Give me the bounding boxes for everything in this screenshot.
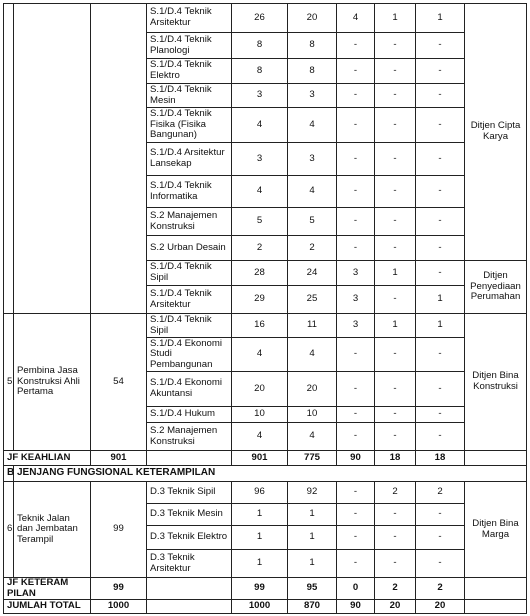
study-program: S.1/D.4 Arsitektur Lansekap xyxy=(147,143,232,176)
muda-value: - xyxy=(375,59,416,84)
tersedia-value: 3 xyxy=(288,143,337,176)
tersedia-value: 4 xyxy=(288,108,337,143)
madya-value: 2 xyxy=(416,578,465,600)
jabatan-total: 99 xyxy=(91,482,147,578)
kebutuhan-value: 99 xyxy=(232,578,288,600)
muda-value: - xyxy=(375,423,416,451)
jabatan-name: Pembina Jasa Konstruksi Ahli Pertama xyxy=(14,314,91,451)
madya-value: - xyxy=(416,407,465,423)
unit-kerja: Ditjen Bina Konstruksi xyxy=(465,314,527,451)
study-program: D.3 Teknik Arsitektur xyxy=(147,550,232,578)
pertama-value: - xyxy=(337,550,375,578)
grand-total-total: 1000 xyxy=(91,600,147,614)
study-program: S.1/D.4 Teknik Mesin xyxy=(147,84,232,108)
subtotal-row xyxy=(4,451,527,466)
kebutuhan-value: 28 xyxy=(232,261,288,286)
madya-value: 1 xyxy=(416,4,465,33)
grand-total-blank xyxy=(465,600,527,614)
pertama-value: 3 xyxy=(337,314,375,338)
tersedia-value: 2 xyxy=(288,236,337,261)
study-program: S.1/D.4 Teknik Elektro xyxy=(147,59,232,84)
subtotal-label: JF KETERAM PILAN xyxy=(4,578,91,600)
madya-value: - xyxy=(416,261,465,286)
formation-table xyxy=(3,3,527,614)
muda-value: 2 xyxy=(375,482,416,504)
tersedia-value: 5 xyxy=(288,208,337,236)
subtotal-total: 901 xyxy=(91,451,147,466)
kebutuhan-value: 10 xyxy=(232,407,288,423)
subtotal-row xyxy=(4,578,527,600)
pertama-value: - xyxy=(337,176,375,208)
pertama-value: - xyxy=(337,338,375,372)
madya-value: - xyxy=(416,504,465,526)
pertama-value: - xyxy=(337,482,375,504)
tersedia-value: 92 xyxy=(288,482,337,504)
kebutuhan-value: 1 xyxy=(232,504,288,526)
tersedia-value: 1 xyxy=(288,526,337,550)
tersedia-value: 20 xyxy=(288,372,337,407)
study-program: S.1/D.4 Hukum xyxy=(147,407,232,423)
tersedia-value: 8 xyxy=(288,59,337,84)
madya-value: - xyxy=(416,108,465,143)
madya-value: - xyxy=(416,143,465,176)
muda-value: - xyxy=(375,550,416,578)
muda-value: - xyxy=(375,504,416,526)
pertama-value: - xyxy=(337,208,375,236)
tersedia-value: 4 xyxy=(288,176,337,208)
unit-kerja: Ditjen Bina Marga xyxy=(465,482,527,578)
kebutuhan-value: 16 xyxy=(232,314,288,338)
kebutuhan-value: 4 xyxy=(232,423,288,451)
table-row xyxy=(4,482,527,504)
study-program: S.1/D.4 Teknik Fisika (Fisika Bangunan) xyxy=(147,108,232,143)
muda-value: - xyxy=(375,236,416,261)
muda-value: 20 xyxy=(375,600,416,614)
madya-value: 1 xyxy=(416,286,465,314)
muda-value: - xyxy=(375,108,416,143)
jabatan-cell xyxy=(14,4,91,314)
subtotal-blank xyxy=(147,451,232,466)
kebutuhan-value: 96 xyxy=(232,482,288,504)
pertama-value: - xyxy=(337,423,375,451)
study-program: S.1/D.4 Teknik Informatika xyxy=(147,176,232,208)
section-header xyxy=(4,466,527,482)
muda-value: 2 xyxy=(375,578,416,600)
jabatan-name: Teknik Jalan dan Jembatan Terampil xyxy=(14,482,91,578)
kebutuhan-value: 5 xyxy=(232,208,288,236)
madya-value: 20 xyxy=(416,600,465,614)
subtotal-total: 99 xyxy=(91,578,147,600)
kebutuhan-value: 1 xyxy=(232,550,288,578)
jabatan-total: 54 xyxy=(91,314,147,451)
pertama-value: - xyxy=(337,236,375,261)
study-program: S.2 Urban Desain xyxy=(147,236,232,261)
study-program: S.1/D.4 Teknik Planologi xyxy=(147,33,232,59)
tersedia-value: 870 xyxy=(288,600,337,614)
kebutuhan-value: 8 xyxy=(232,59,288,84)
pertama-value: 4 xyxy=(337,4,375,33)
subtotal-blank xyxy=(147,578,232,600)
pertama-value: 90 xyxy=(337,600,375,614)
table-row xyxy=(4,4,527,33)
row-number: 6 xyxy=(4,482,14,578)
madya-value: 2 xyxy=(416,482,465,504)
madya-value: - xyxy=(416,526,465,550)
tersedia-value: 10 xyxy=(288,407,337,423)
kebutuhan-value: 29 xyxy=(232,286,288,314)
kebutuhan-value: 3 xyxy=(232,84,288,108)
study-program: D.3 Teknik Elektro xyxy=(147,526,232,550)
kebutuhan-value: 4 xyxy=(232,338,288,372)
pertama-value: - xyxy=(337,59,375,84)
pertama-value: 3 xyxy=(337,286,375,314)
pertama-value: - xyxy=(337,504,375,526)
study-program: S.2 Manajemen Konstruksi xyxy=(147,423,232,451)
madya-value: - xyxy=(416,176,465,208)
table-row xyxy=(4,314,527,338)
muda-value: - xyxy=(375,208,416,236)
kebutuhan-value: 4 xyxy=(232,108,288,143)
madya-value: 18 xyxy=(416,451,465,466)
kebutuhan-value: 1000 xyxy=(232,600,288,614)
muda-value: 18 xyxy=(375,451,416,466)
total-cell xyxy=(91,4,147,314)
madya-value: 1 xyxy=(416,314,465,338)
tersedia-value: 20 xyxy=(288,4,337,33)
pertama-value: - xyxy=(337,108,375,143)
tersedia-value: 1 xyxy=(288,550,337,578)
subtotal-blank xyxy=(465,578,527,600)
muda-value: 1 xyxy=(375,4,416,33)
study-program: S.1/D.4 Teknik Sipil xyxy=(147,261,232,286)
study-program: D.3 Teknik Mesin xyxy=(147,504,232,526)
muda-value: - xyxy=(375,526,416,550)
section-title: JENJANG FUNGSIONAL KETERAMPILAN xyxy=(14,466,527,482)
muda-value: - xyxy=(375,407,416,423)
muda-value: 1 xyxy=(375,261,416,286)
kebutuhan-value: 1 xyxy=(232,526,288,550)
madya-value: - xyxy=(416,84,465,108)
unit-kerja: Ditjen Penyediaan Perumahan xyxy=(465,261,527,314)
muda-value: - xyxy=(375,143,416,176)
tersedia-value: 8 xyxy=(288,33,337,59)
tersedia-value: 95 xyxy=(288,578,337,600)
study-program: S.1/D.4 Teknik Sipil xyxy=(147,314,232,338)
muda-value: - xyxy=(375,33,416,59)
pertama-value: 0 xyxy=(337,578,375,600)
kebutuhan-value: 2 xyxy=(232,236,288,261)
tersedia-value: 11 xyxy=(288,314,337,338)
pertama-value: 3 xyxy=(337,261,375,286)
kebutuhan-value: 3 xyxy=(232,143,288,176)
kebutuhan-value: 26 xyxy=(232,4,288,33)
study-program: D.3 Teknik Sipil xyxy=(147,482,232,504)
unit-kerja: Ditjen Cipta Karya xyxy=(465,4,527,261)
study-program: S.1/D.4 Ekonomi Studi Pembangunan xyxy=(147,338,232,372)
tersedia-value: 4 xyxy=(288,338,337,372)
subtotal-blank xyxy=(465,451,527,466)
madya-value: - xyxy=(416,208,465,236)
tersedia-value: 25 xyxy=(288,286,337,314)
madya-value: - xyxy=(416,372,465,407)
muda-value: 1 xyxy=(375,314,416,338)
madya-value: - xyxy=(416,550,465,578)
muda-value: - xyxy=(375,338,416,372)
muda-value: - xyxy=(375,372,416,407)
tersedia-value: 4 xyxy=(288,423,337,451)
kebutuhan-value: 20 xyxy=(232,372,288,407)
madya-value: - xyxy=(416,236,465,261)
study-program: S.2 Manajemen Konstruksi xyxy=(147,208,232,236)
tersedia-value: 24 xyxy=(288,261,337,286)
muda-value: - xyxy=(375,84,416,108)
madya-value: - xyxy=(416,423,465,451)
pertama-value: - xyxy=(337,407,375,423)
pertama-value: - xyxy=(337,143,375,176)
study-program: S.1/D.4 Ekonomi Akuntansi xyxy=(147,372,232,407)
pertama-value: 90 xyxy=(337,451,375,466)
tersedia-value: 775 xyxy=(288,451,337,466)
madya-value: - xyxy=(416,59,465,84)
kebutuhan-value: 4 xyxy=(232,176,288,208)
section-letter: B xyxy=(4,466,14,482)
kebutuhan-value: 901 xyxy=(232,451,288,466)
tersedia-value: 3 xyxy=(288,84,337,108)
madya-value: - xyxy=(416,33,465,59)
pertama-value: - xyxy=(337,526,375,550)
kebutuhan-value: 8 xyxy=(232,33,288,59)
grand-total-label: JUMLAH TOTAL xyxy=(4,600,91,614)
madya-value: - xyxy=(416,338,465,372)
pertama-value: - xyxy=(337,84,375,108)
muda-value: - xyxy=(375,176,416,208)
no-cell xyxy=(4,4,14,314)
grand-total-row xyxy=(4,600,527,614)
grand-total-blank xyxy=(147,600,232,614)
row-number: 5 xyxy=(4,314,14,451)
study-program: S.1/D.4 Teknik Arsitektur xyxy=(147,286,232,314)
tersedia-value: 1 xyxy=(288,504,337,526)
muda-value: - xyxy=(375,286,416,314)
pertama-value: - xyxy=(337,372,375,407)
subtotal-label: JF KEAHLIAN xyxy=(4,451,91,466)
pertama-value: - xyxy=(337,33,375,59)
study-program: S.1/D.4 Teknik Arsitektur xyxy=(147,4,232,33)
